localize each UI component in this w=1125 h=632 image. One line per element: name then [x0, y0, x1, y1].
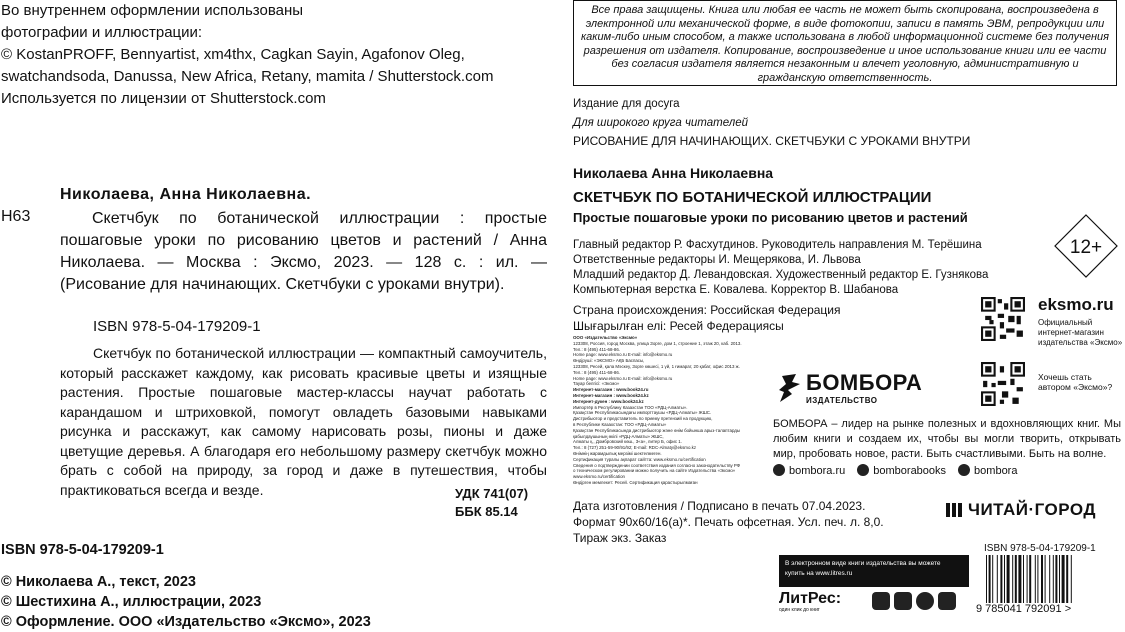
barcode-bar	[1045, 555, 1046, 603]
udk-code: УДК 741(07)	[455, 486, 529, 501]
eksmo-desc-line: издательства «Эксмо»	[1038, 338, 1123, 347]
barcode-bar	[986, 555, 987, 603]
fine-line: Сведения о подтверждении соответствия издания согласно законодательству РФ	[573, 462, 741, 468]
social-link-label: bombora.ru	[789, 465, 846, 477]
eksmo-desc-line: интернет-магазин	[1038, 328, 1104, 337]
classification	[455, 485, 528, 521]
fine-line: Тауар белгісі: «Эксмо»	[573, 381, 620, 387]
fine-line: Өндірген мемлекет: Ресей. Сертификация қарастырылмаған	[573, 479, 698, 485]
bbk-code: ББК 85.14	[455, 504, 518, 519]
barcode-bar	[992, 555, 993, 603]
barcode-bar	[1066, 555, 1068, 603]
fine-line: Home page: www.eksmo.ru E-mail: info@eksmo.ru	[573, 352, 673, 358]
fine-line: Өнімнің жарамдылық мерзімі шектелмеген.	[573, 450, 662, 456]
credits-block	[1, 0, 561, 110]
fine-line: о техническом регулировании можно получить на сайте Издательства «Эксмо»	[573, 468, 736, 474]
audience-label: Для широкого круга читателей	[573, 117, 749, 129]
barcode-bar	[1035, 555, 1036, 603]
bombora-description: БОМБОРА – лидер на рынке полезных и вдохновляющих книг. Мы любим книги и создаем их, чтобы вы могли творить, открывать мир, пробовать новое, расти. Быть счастливыми. Быть на волне.	[773, 418, 1121, 460]
bib-description: Скетчбук по ботанической иллюстрации : простые пошаговые уроки по рисованию цветов и растений / Анна Николаева. — Москва : Эксмо, 2023. — 128 с. : ил. — (Рисование для начинающих. Скетчбуки с уроками внутри).	[60, 210, 547, 293]
bombora-social-links	[773, 464, 1017, 477]
print-date: Дата изготовления / Подписано в печать 07.04.2023.	[573, 499, 866, 513]
print-details	[573, 498, 884, 546]
fine-line: Интернет-магазин : www.book24.ru	[573, 387, 649, 393]
copyright-isbn: ISBN 978-5-04-179209-1	[1, 542, 164, 558]
print-format: Формат 90x60/16(а)*. Печать офсетная. Усл. печ. л. 8,0.	[573, 515, 884, 529]
barcode-bar	[1053, 555, 1054, 603]
bombora-logo-text: БОМБОРА	[806, 370, 923, 395]
bombora-subtitle: ИЗДАТЕЛЬСТВО	[806, 396, 878, 405]
bib-author: Николаева, Анна Николаевна.	[60, 186, 312, 203]
author-call-line: автором «Эксмо»?	[1038, 382, 1113, 392]
credits-line: фотографии и иллюстрации:	[1, 24, 203, 41]
litres-banner-line: купить на www.litres.ru	[785, 570, 853, 577]
imprint-block	[573, 95, 1093, 133]
barcode-bar	[1007, 555, 1010, 603]
barcode-bar	[1062, 555, 1065, 603]
fine-line: 123308, Россия, город Москва, улица Зорге, дом 1, строение 1, этаж 20, каб. 2013.	[573, 340, 742, 346]
barcode-bar	[989, 555, 991, 603]
barcode-digits: 9 785041 792091 >	[976, 603, 1072, 615]
legal-fine-print	[573, 335, 773, 486]
imprint-author: Николаева Анна Николаевна	[573, 165, 774, 181]
barcode-bar	[1059, 555, 1060, 603]
barcode-bar	[1000, 555, 1002, 603]
imprint-title: СКЕТЧБУК ПО БОТАНИЧЕСКОЙ ИЛЛЮСТРАЦИИ	[573, 189, 932, 206]
fine-line: 123308, Ресей, қала Мәскеу, Зорге көшесі, 1 үй, 1 ғимарат, 20 қабат, офис 2013 ж.	[573, 363, 740, 369]
fine-line: Home page: www.eksmo.ru E-mail: info@eksmo.ru	[573, 375, 673, 381]
litres-banner-line: В электронном виде книги издательства вы можете	[785, 560, 941, 567]
fine-line: Импортёр в Республику Казахстан ТОО «РДЦ-Алматы».	[573, 404, 688, 410]
fine-line: Алматы қ., Домбровский көш., 3«а», литер Б, офис 1.	[573, 439, 682, 445]
barcode-bar	[1029, 555, 1031, 603]
credits-line: Во внутреннем оформлении использованы	[1, 2, 304, 19]
author-qr-code[interactable]	[981, 362, 1025, 406]
social-link-label: bomborabooks	[873, 465, 947, 477]
series-label: РИСОВАНИЕ ДЛЯ НАЧИНАЮЩИХ. СКЕТЧБУКИ С УРОКАМИ ВНУТРИ	[573, 134, 971, 148]
country-line: Страна происхождения: Российская Федерация	[573, 303, 841, 317]
barcode-bar	[1004, 555, 1005, 603]
leisure-label: Издание для досуга	[573, 98, 680, 110]
credits-line: swatchandsoda, Danussa, New Africa, Retany, mamita / Shutterstock.com	[1, 68, 494, 85]
fine-line: Қазақстан Республикасында дистрибьютор және өнім бойынша арыз-талаптарды	[573, 427, 741, 433]
globe-icon	[773, 464, 785, 476]
copyright-line: © Шестихина А., иллюстрации, 2023	[1, 594, 262, 610]
fine-line: Сертификация туралы ақпарат сайтта: www.eksmo.ru/certification	[573, 456, 706, 462]
barcode-bar	[1023, 555, 1024, 603]
apple-icon[interactable]	[872, 592, 890, 610]
imprint-subtitle: Простые пошаговые уроки по рисованию цветов и растений	[573, 210, 968, 225]
print-tirage: Тираж экз. Заказ	[573, 531, 667, 545]
vk-icon	[857, 464, 869, 476]
barcode-bar	[1049, 555, 1050, 603]
eksmo-description	[1038, 318, 1122, 348]
eksmo-qr-code[interactable]	[981, 297, 1025, 341]
barcode-bar	[1071, 555, 1072, 603]
country-line: Шығарылған елі: Ресей Федерациясы	[573, 319, 784, 333]
editors-block	[573, 238, 988, 298]
litres-banner[interactable]	[779, 555, 969, 587]
copyright-line: © Николаева А., текст, 2023	[1, 574, 196, 590]
fine-line: Дистрибьютор и представитель по приему претензий на продукцию,	[573, 416, 713, 422]
fine-line: Интернет-дүкен : www.book24.kz	[573, 398, 644, 404]
barcode-bar	[1015, 555, 1017, 603]
fine-line: Тел.: 8 (727) 251-59-90/91/92; E-mail: RDC-Almaty@eksmo.kz	[573, 445, 697, 451]
rights-notice: Все права защищены. Книга или любая ее часть не может быть скопирована, воспроизведена в электронной или механической форме, в виде фотокопии, записи в память ЭВМ, репродукции или каким-либо иным способом, а также использована в любой информационной системе без получения разрешения от издателя. Копирование, воспроизведение и иное использование книги или ее части без согласия издателя является незаконным и влечет уголовную, административную и гражданскую ответственность.	[573, 0, 1117, 86]
fine-line: www.eksmo.ru/certification	[573, 474, 625, 480]
bib-isbn: ISBN 978-5-04-179209-1	[93, 318, 261, 335]
barcode-bar	[1027, 555, 1028, 603]
editors-line: Младший редактор Д. Левандовская. Художественный редактор Е. Гузнякова	[573, 269, 989, 281]
app-store-icons	[872, 592, 956, 610]
bombora-logo-icon	[778, 372, 804, 406]
editors-line: Главный редактор Р. Фасхутдинов. Руководитель направления М. Терёшина	[573, 239, 982, 251]
litres-tagline: один клик до книг	[779, 607, 820, 613]
author-call	[1038, 372, 1112, 392]
social-link-telegram[interactable]	[958, 464, 1017, 477]
bib-annotation: Скетчбук по ботанической иллюстрации — компактный самоучитель, который расскажет каждому, как рисовать красивые цветы и изящные растения. Простые пошаговые мастер-классы научат работать с карандашом и штриховкой, помогут овладеть базовыми навыками рисунка и расскажут, как самому нарисовать розы, пионы и даже цветущие деревья. А благодаря его небольшому размеру скетчбук можно брать с собой на природу, за город и даже в путешествия, чтобы практиковаться всегда и везде.	[60, 345, 547, 498]
fine-line: в Республике Казахстан: ТОО «РДЦ-Алматы»	[573, 421, 667, 427]
litres-logo: ЛитРес:	[779, 590, 842, 607]
copyright-block	[1, 540, 371, 632]
social-link-site[interactable]	[773, 464, 845, 477]
social-link-vk[interactable]	[857, 464, 946, 477]
license-line: Используется по лицензии от Shutterstock.com	[1, 90, 326, 107]
barcode-bar	[1041, 555, 1043, 603]
fine-line: Интернет-магазин : www.book24.kz	[573, 392, 649, 398]
credits-line: © KostanPROFF, Bennyartist, xm4thx, Cagkan Sayin, Agafonov Oleg,	[1, 46, 465, 63]
social-link-label: bombora	[974, 465, 1018, 477]
barcode-bar	[1018, 555, 1021, 603]
editors-line: Компьютерная верстка Е. Ковалева. Корректор В. Шабанова	[573, 284, 899, 296]
windows-icon[interactable]	[938, 592, 956, 610]
editors-line: Ответственные редакторы И. Мещерякова, И. Львова	[573, 254, 861, 266]
android-icon[interactable]	[894, 592, 912, 610]
age-rating-text: 12+	[1069, 237, 1103, 258]
copyright-line: © Оформление. ООО «Издательство «Эксмо», 2023	[1, 614, 371, 630]
barcode-bar	[1012, 555, 1013, 603]
chitai-gorod-logo-icon	[946, 503, 962, 517]
isbn-barcode	[984, 555, 1120, 610]
fine-line: Тел.: 8 (495) 411-68-86.	[573, 369, 620, 375]
barcode-bar	[997, 555, 998, 603]
barcode-isbn: ISBN 978-5-04-179209-1	[984, 543, 1096, 554]
barcode-bar	[1055, 555, 1057, 603]
bib-code: Н63	[1, 208, 31, 225]
telegram-icon	[958, 464, 970, 476]
eksmo-desc-line: Официальный	[1038, 318, 1093, 327]
eksmo-site-link[interactable]: eksmo.ru	[1038, 295, 1114, 314]
windows-phone-icon[interactable]	[916, 592, 934, 610]
fine-line: Өндіруші: «ЭКСМО» АҚБ Баспасы,	[573, 358, 645, 364]
fine-line: қабылдаушының өкілі «РДЦ-Алматы» ЖШС,	[573, 433, 664, 439]
country-block	[573, 302, 841, 334]
chitai-gorod-logo-text: ЧИТАЙ·ГОРОД	[968, 500, 1096, 519]
fine-line: Тел.: 8 (495) 411-68-86.	[573, 346, 620, 352]
barcode-bar	[1037, 555, 1038, 603]
fine-line: Қазақстан Республикасындағы импорттаушы «РДЦ-Алматы» ЖШС.	[573, 410, 712, 416]
fine-line: ООО «Издательство «Эксмо»	[573, 335, 638, 340]
age-rating-badge	[1054, 214, 1118, 278]
author-call-line: Хочешь стать	[1038, 372, 1092, 382]
